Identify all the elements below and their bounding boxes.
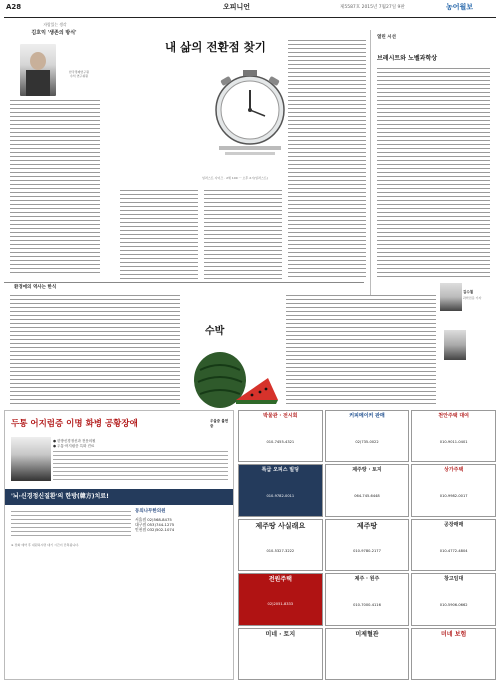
classified-ad[interactable]	[325, 573, 410, 625]
classified-ad-phone: 010-4772-4804	[439, 548, 468, 553]
classified-ad-title: 특급 오피스 빌딩	[261, 467, 299, 474]
sidebar-body-text	[377, 68, 490, 280]
classified-ad[interactable]	[238, 573, 323, 625]
classified-ad[interactable]	[238, 628, 323, 680]
article-body-col-1	[120, 190, 198, 280]
classified-ad[interactable]	[325, 464, 410, 516]
classified-ad-phone: 010-9982-0017	[439, 494, 468, 499]
ad-contact-line-2: 대구점 053)744-1275	[135, 522, 175, 528]
classified-ad-phone: 010-5906-0662	[439, 602, 468, 607]
classified-ad-title: 제주땅 사실래요	[255, 521, 306, 530]
ad-clinic-caption	[53, 439, 223, 448]
section-rule	[4, 282, 364, 283]
health-column-title: 환경에의 역사는 한식	[14, 285, 57, 290]
column-body-text	[10, 100, 100, 275]
ad-clinic-description	[11, 511, 131, 539]
classified-ad-phone: 064-745-6448	[354, 494, 380, 499]
health-column-body	[10, 295, 180, 405]
classified-ad-phone: 010-9782-0011	[266, 494, 295, 499]
sidebar-author-portrait	[440, 283, 462, 311]
ad-block-left	[4, 410, 234, 680]
author-caption: 한국경제연구원 수석 연구위원	[68, 70, 90, 79]
ad-contact-block	[135, 509, 231, 532]
classified-ad[interactable]	[325, 410, 410, 462]
watermelon-body	[286, 295, 436, 405]
ad-headline-side: 우울증 불면증	[210, 419, 229, 428]
classified-ad-title: 미네 보험	[441, 630, 467, 638]
classified-ad[interactable]	[238, 410, 323, 462]
classified-ad-phone: 010-9011-0401	[439, 439, 468, 444]
column-series-label: 자랑있는 생각	[43, 22, 67, 27]
section-label: 오피니언	[223, 3, 251, 11]
classified-ad[interactable]	[411, 410, 496, 462]
classified-ad-phone: 010-5327-3222	[266, 549, 295, 554]
article-body-col-2	[204, 190, 282, 280]
sidebar-headline: 브레시트와 노벨과학상	[377, 55, 438, 62]
classified-ad[interactable]	[411, 519, 496, 571]
classified-ad-phone: 010-7455-4321	[266, 439, 295, 444]
classified-ad-title: 미네 · 토지	[265, 630, 296, 638]
classified-ad-title: 공장매매	[443, 521, 464, 528]
clock-caption: 일러스트 사이즈 · 2세 100 ㅡ 오후 2시(일러스트)	[202, 176, 268, 180]
classified-ad-title: 제주 · 원주	[354, 576, 380, 583]
main-headline: 내 삶의 전환점 찾기	[165, 40, 266, 54]
clock-illustration	[205, 60, 295, 175]
classified-ad[interactable]	[411, 464, 496, 516]
classified-ad[interactable]	[325, 628, 410, 680]
classified-ad-title: 제주땅 · 토지	[352, 467, 382, 474]
classified-ad-title: 박물관 · 전시회	[263, 413, 298, 419]
sidebar-title: 열린 시선	[377, 35, 396, 40]
classified-ad-title: 창고임대	[443, 576, 464, 583]
classified-ad-phone: 010-7000-4116	[353, 602, 381, 607]
classified-ad-title: 전원주택	[268, 576, 292, 584]
ad-contact-line-3: 인천점 032)502-1074	[135, 527, 175, 533]
sidebar-author-role: 과학전문 기자	[463, 296, 482, 300]
classified-ad[interactable]	[238, 519, 323, 571]
sidebar-author-name: 김수철	[463, 290, 474, 294]
classified-ad-phone: 02)735-0022	[355, 439, 379, 444]
classified-ad-phone: 02)2051-8333	[267, 602, 294, 607]
article-body-col-3	[288, 40, 366, 280]
classified-ad-title: 미제혈관	[355, 630, 379, 638]
ad-clinic-line-1: ● 한방신경정신과 전문의원	[53, 439, 96, 443]
classified-ad[interactable]	[411, 573, 496, 625]
ad-doctor-photo	[11, 437, 51, 481]
classified-ad[interactable]	[325, 519, 410, 571]
classified-ad-title: 커피메이커 판매	[349, 413, 385, 419]
classified-ad[interactable]	[411, 628, 496, 680]
ad-clinic-line-2: ● 두통·어지럼증 특화 진료	[53, 443, 95, 448]
ad-contact-title: 동의나무한의원	[135, 509, 166, 514]
classified-ad-title: 천안주택 대여	[438, 413, 470, 419]
classified-ad[interactable]	[238, 464, 323, 516]
ad-bottom-note: ※ 전화 예약 후 내원하시면 대기 시간이 단축됩니다.	[11, 543, 80, 547]
header-rule	[4, 17, 496, 18]
watermelon-photo	[190, 340, 282, 420]
watermelon-author-portrait	[444, 330, 466, 360]
sidebar-divider	[370, 30, 371, 320]
edition-info: 제5587호 2015년 7월27일 9판	[340, 5, 405, 10]
masthead-brand: 농어월보	[446, 3, 474, 11]
classified-ads-grid	[238, 410, 496, 680]
column-title: 김호익 '생존의 방식'	[31, 30, 77, 36]
ad-clinic-text	[53, 451, 228, 483]
ad-headline: 두통 어지럼증 이명 화병 공황장애	[11, 419, 138, 429]
author-portrait	[20, 44, 56, 96]
watermelon-headline: 수박	[205, 326, 225, 337]
page-number: A28	[6, 3, 22, 11]
ad-contact-line-1: 서울점 02)568-8475	[135, 517, 172, 523]
classified-ad-phone: 010-9780-2177	[353, 549, 381, 554]
classified-ad-title: 제주땅	[356, 521, 378, 530]
ad-brain-banner: '뇌·신경정신질환'의 한방(韓方)치료!	[5, 489, 233, 505]
classified-ad-title: 상가주택	[443, 467, 464, 474]
